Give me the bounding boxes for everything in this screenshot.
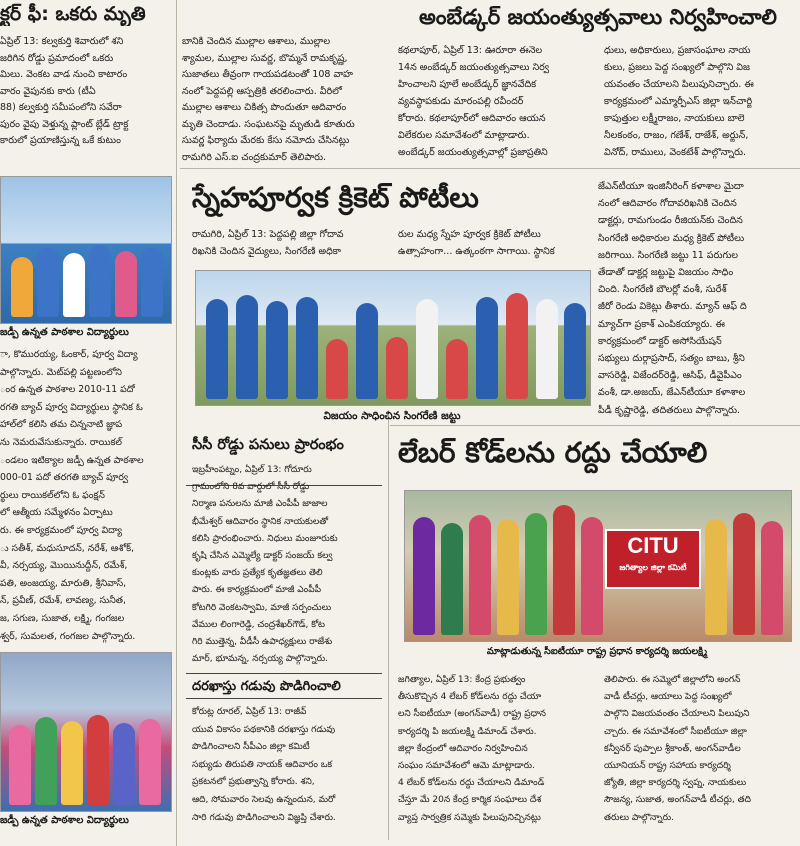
column-rule [176, 0, 177, 846]
column-rule [388, 410, 389, 840]
citu-banner-text: CITU [627, 533, 679, 558]
labour-code-column-1: జగిత్యాల, ఏప్రిల్ 13: కేంద్ర ప్రభుత్వం తీసుకొచ్చిన 4 లేబర్ కోడ్‌లను రద్దు చేయా లని సీఐటీయూ (అంగన్‌వాడీ) రాష్ట్ర ప్రధాన కార్యదర్శి పి జయలక్ష్మి డిమాండ్ చేశారు. జిల్లా కేంద్రంలో ఆదివారం నిర్వహించిన సంఘం సమావేశంలో ఆమె మాట్లాడారు. 4 లేబర్ కోడ్‌లను రద్దు చేయాలని డిమాండ్ చేస్తూ మే 20న కేంద్ర కార్మిక సంఘాలు దేశ వ్యాప్త సార్వత్రిక సమ్మెకు పిలుపునిచ్చినట్లు [398, 675, 546, 823]
labour-code-headline: లేబర్ కోడ్‌లను రద్దు చేయాలి [398, 436, 708, 469]
cricket-right-column: జేఎన్‌టీయూ ఇంజినీరింగ్ కళాశాల మైదా నంలో ఆదివారం గోదావరిఖనికి చెందిన డాక్టర్లు, రామగుండం రీజియన్‌కు చెందిన సింగరేణి అధికారుల మధ్య క్రికెట్ పోటీలు జరిగాయి. సింగరేణి జట్టు 11 పరుగుల తేడాతో డాక్టర్ల జట్టుపై విజయం సాధిం చింది. సింగరేణి బౌలర్లో వంశీ, సురేశ్ జీరో రెండు వికెట్లు తీశారు. మ్యాన్ ఆఫ్ ది మ్యాచ్‌గా ప్రకాశ్ ఎంపికయ్యారు. ఈ కార్యక్రమంలో డాక్టర్ అసోసియేషన్ సభ్యులు దుర్గాప్రసాద్, సత్యం బాబు, శ్రీని వాసరెడ్డి, విజేందర్‌రెడ్డి, ఆసిఫ్, డీవైపీఎం వంశీ, డా.అజయ్, జేఎన్‌టీయూ కళాశాల పీడీ కృష్ణారెడ్డి, తదితరులు పాల్గొన్నారు. [598, 181, 747, 416]
cc-road-body: ఇబ్రహీంపట్నం, ఏప్రిల్ 13: గోదూరు గ్రామంలోని 8వ వార్డులో సీసీ రోడ్డు నిర్మాణ పనులను మాజీ ఎంపీపీ జాజాల భీమేశ్వర్ ఆదివారం స్థానిక నాయకులతో కలిసి ప్రారంభించారు. నిధులు మంజూరుకు కృషి చేసిన ఎమ్మెల్యే డాక్టర్ సంజయ్ కల్వ కుంట్లకు వారు ప్రత్యేక కృతజ్ఞతలు తెలి పారు. ఈ కార్యక్రమంలో మాజీ ఎంపీపీ కోటగిరి వెంకటస్వామి, మాజీ సర్పంచులు వేముల లింగారెడ్డి, చంద్రశేఖర్‌గౌడ్, కోట గిరి ముత్తెన్న, వీడీసీ ఉపాధ్యక్షులు రాజేశు మార్, భూమన్న, నర్సయ్య పాల్గొన్నారు. [192, 465, 338, 665]
accident-headline: క్టర్ ఫీ: ఒకరు మృతి [0, 3, 146, 25]
students-photo-1-caption: జడ్పీ ఉన్నత పాఠశాల విద్యార్థులు [0, 327, 129, 338]
accident-column-1: ఏప్రిల్ 13: కల్వకుర్తి శివారులో శని జరిగిన రోడ్డు ప్రమాదంలో ఒకరు మిలు. వెంకట వాడ నుంచి కాటారం వారం వైపునకు కారు (టీఏ 88) కల్వకుర్తి సమీపంలోని సవేరా పురం వైపు వెళ్తున్న ప్లాంట్ బ్లేడ్ ట్రాక్ట కారులో ప్రయాణిస్తున్న ఒకే కుటుం [0, 36, 129, 146]
citu-photo-caption: మాట్లాడుతున్న సీఐటీయూ రాష్ట్ర ప్రధాన కార్యదర్శి జయలక్ష్మి [486, 646, 708, 657]
horizontal-rule [390, 425, 800, 426]
horizontal-rule [186, 673, 382, 674]
labour-code-column-2: తెలిపారు. ఈ సమ్మెలో జిల్లాలోని అంగన్ వాడీ టీచర్లు, ఆయాలు పెద్ద సంఖ్యలో పాల్గొని విజయవంతం చేయాలని పిలుపుని చ్చారు. ఈ సమావేశంలో సీఐటీయూ జిల్లా కన్వీనర్ పుప్పాల శ్రీకాంత్, అంగన్‌వాడీల యూనియన్ రాష్ట్ర సహాయ కార్యదర్శి జ్యోతి, జిల్లా కార్యదర్శి స్వప్న, నాయకులు సౌజన్య, సుజాత, అంగన్‌వాడీ టీచర్లు, తది తరులు పాల్గొన్నారు. [604, 675, 751, 823]
citu-banner-subtext: జగిత్యాల జిల్లా కమిటీ [619, 563, 687, 572]
horizontal-rule [180, 168, 800, 169]
cricket-column-2: రుల మధ్య స్నేహ పూర్వక క్రికెట్ పోటీలు ఉత్సాహంగా... ఉత్కంఠగా సాగాయి. స్థానిక [398, 229, 555, 257]
ambedkar-headline: అంబేడ్కర్ జయంత్యుత్సవాలు నిర్వహించాలి [419, 5, 777, 29]
ambedkar-column-2: ధులు, అధికారులు, ప్రజాసంఘాల నాయ కులు, ప్రజలు పెద్ద సంఖ్యలో పాల్గొని విజ యవంతం చేయాలని పిలుపునిచ్చారు. ఈ కార్యక్రమంలో ఎమ్మార్పీఎస్ జిల్లా ఇన్‌చార్జి కాపుత్తుల లక్ష్మీరాజం, నాయకులు బాలె నీలకంఠం, రాజం, గణేశ్, రాజేశ్, అర్జున్, వినోద్, రాములు, వెంకటేశ్ పాల్గొన్నారు. [604, 45, 754, 158]
cricket-column-1: రామగిరి, ఏప్రిల్ 13: పెద్దపల్లి జిల్లా గోదావ రిఖనికి చెందిన వైద్యులు, సింగరేణి అధికా [192, 229, 344, 257]
cricket-photo-caption: విజయం సాధించిన సింగరేణి జట్టు [323, 410, 461, 422]
citu-banner [605, 529, 701, 589]
left-strip-body: ా, కొమురయ్య, ఓంకార్, పూర్వ విద్యా పాల్గొన్నారు. మెట్‌పల్లి పట్టణంలోని ంర ఉన్నత పాఠశాల 2010-11 పదో రగతి బ్యాచ్ పూర్వ విద్యార్థులు స్థానిక ఓ హాల్‌లో కలిసి తమ చిన్ననాటి జ్ఞాప ను నెమరువేసుకున్నారు. రాయికల్ ండలం ఇటిక్యాల జడ్పీ ఉన్నత పాఠశాల 000-01 పదో తరగతి బ్యాచ్ పూర్వ ర్థులు రాయికల్‌లోని ఓ ఫంక్షన్ లో ఆత్మీయ సమ్మేళనం ఏర్పాటు రు. ఈ కార్యక్రమంలో పూర్వ విద్యా ు సతీశ్, మధుసూదన్, నరేశ్, ఆశోక్, వీ, నర్సయ్య, మొయినుద్దీన్, రమేశ్, పతి, అంజయ్య, మారుతి, శ్రీనివాస్, న్, ప్రవీణ్, రమేశ్, లావణ్య, సునీత, జ, సగుణ, సుజాత, లక్ష్మి, గంగజల శ్వర్, సుమలత, గంగజల పాల్గొన్నారు. [0, 349, 144, 642]
application-deadline-body: కోరుట్ల రూరల్, ఏప్రిల్ 13: రాజీవ్ యువ వికాసం పథకానికి దరఖాస్తు గడువు పొడిగించాలని సీపీఎం జిల్లా కమిటీ సభ్యుడు తిరుపతి నాయక్ ఆదివారం ఒక ప్రకటనలో ప్రభుత్వాన్ని కోరారు. శని, ఆది, సోమవారం సెలవు ఉన్నందున, మరో సారి గడువు పొడిగించాలని విజ్ఞప్తి చేశారు. [192, 707, 336, 823]
citu-meeting-photo [404, 490, 792, 642]
accident-column-2: బానికి చెందిన ముల్లాల ఆశాలు, ముల్లాల శ్యామల, ముల్లాల సువర్ణ, బొమ్మనే రామకృష్ణ, సుజాతలు తీవ్రంగా గాయపడటంతో 108 వాహ నంలో పెద్దపల్లి ఆస్పత్రికి తరలించారు. వీరిలో ముల్లాల ఆశాలు చికిత్స పొందుతూ ఆదివారం మృతి చెందాడు. సంఘటనపై మృతుడి కూతురు సువర్ణ ఫిర్యాదు మేరకు కేసు నమోదు చేసినట్లు రామగిరి ఎస్.ఐ చంద్రకుమార్ తెలిపారు. [182, 36, 355, 163]
ambedkar-column-1: కథలాపూర్, ఏప్రిల్ 13: ఊరూరా ఈనెల 14న అంబేడ్కర్ జయంత్యుత్సవాలు నిర్వ హించాలని పూలే అంబేడ్కర్ జ్ఞానవేదిక వ్యవస్థాపకుడు మారంపల్లి రవీందర్ కోరారు. కథలాపూర్‌లో ఆదివారం ఆయన విలేకరుల సమావేశంలో మాట్లాడారు. అంబేడ్కర్ జయంత్యుత్సవాల్లో ప్రజాప్రతిని [398, 45, 550, 158]
students-photo-2 [0, 652, 172, 812]
application-deadline-headline: దరఖాస్తు గడువు పొడిగించాలి [192, 679, 341, 694]
horizontal-rule [186, 698, 382, 699]
cricket-team-photo [195, 270, 591, 406]
students-photo-2-caption: జడ్పీ ఉన్నత పాఠశాల విద్యార్థులు [0, 815, 129, 826]
cricket-headline: స్నేహపూర్వక క్రికెట్ పోటీలు [192, 181, 479, 214]
cc-road-headline: సీసీ రోడ్డు పనులు ప్రారంభం [192, 437, 344, 453]
students-photo-1 [0, 176, 172, 324]
